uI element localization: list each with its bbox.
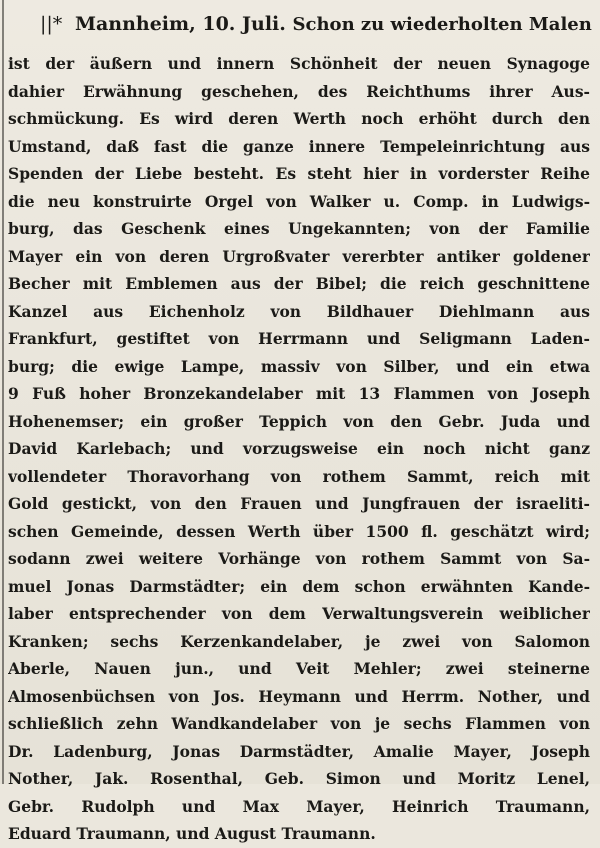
article-line: Kranken; sechs Kerzenkandelaber, je zwei von Salomon [8,631,590,651]
article-line: laber entsprechender von dem Verwaltungsverein weiblicher [8,604,590,623]
article-line: Spenden der Liebe besteht. Es steht hier in vorderster Reihe [8,164,590,183]
article-line: Becher mit Emblemen aus der Bibel; die reich geschnittene [8,274,590,293]
correspondent-mark: ||* [40,13,63,35]
article-line: burg; die ewige Lampe, massiv von Silber, und ein etwa [8,356,590,376]
article-line: muel Jonas Darmstädter; ein dem schon erwähnten Kande- [8,576,590,596]
article-body [8,50,590,848]
article-heading [40,6,592,42]
article-line: Gold gestickt, von den Frauen und Jungfrauen der israeliti- [8,494,590,513]
lead-phrase: Schon zu wiederholten Malen [292,14,592,35]
article-line: schmückung. Es wird deren Werth noch erhöht durch den [8,109,590,128]
article-line: Gebr. Rudolph und Max Mayer, Heinrich Traumann, [8,796,590,816]
column-rule [2,0,4,784]
article-line: schließlich zehn Wandkandelaber von je sechs Flammen von [8,714,590,733]
article-line: dahier Erwähnung geschehen, des Reichthums ihrer Aus- [8,81,590,101]
article-line: Umstand, daß fast die ganze innere Tempeleinrichtung aus [8,136,590,156]
article-line: Eduard Traumann, und August Traumann. [8,824,376,843]
article-line: vollendeter Thoravorhang von rothem Sammt, reich mit [8,466,590,486]
article-line: Dr. Ladenburg, Jonas Darmstädter, Amalie Mayer, Joseph [8,741,590,761]
article-line: Almosenbüchsen von Jos. Heymann und Herrm. Nother, und [8,686,590,706]
article-line: ist der äußern und innern Schönheit der neuen Synagoge [8,54,590,73]
article-line: burg, das Geschenk eines Ungekannten; von der Familie [8,219,590,238]
article-line: Frankfurt, gestiftet von Herrmann und Seligmann Laden- [8,329,590,348]
dateline: Mannheim, 10. Juli. [74,13,286,35]
article-line: schen Gemeinde, dessen Werth über 1500 fl. geschätzt wird; [8,521,590,541]
article-line: David Karlebach; und vorzugsweise ein noch nicht ganz [8,439,590,458]
article-line: Mayer ein von deren Urgroßvater vererbter antiker goldener [8,246,590,266]
article-line: Hohenemser; ein großer Teppich von den Gebr. Juda und [8,411,590,431]
article-line: Aberle, Nauen jun., und Veit Mehler; zwei steinerne [8,659,590,678]
article-line: 9 Fuß hoher Bronzekandelaber mit 13 Flammen von Joseph [8,384,590,403]
article-line: Nother, Jak. Rosenthal, Geb. Simon und Moritz Lenel, [8,769,590,788]
article-line: Kanzel aus Eichenholz von Bildhauer Diehlmann aus [8,301,590,321]
article-line: die neu konstruirte Orgel von Walker u. Comp. in Ludwigs- [8,191,590,211]
article-line: sodann zwei weitere Vorhänge von rothem Sammt von Sa- [8,549,590,568]
